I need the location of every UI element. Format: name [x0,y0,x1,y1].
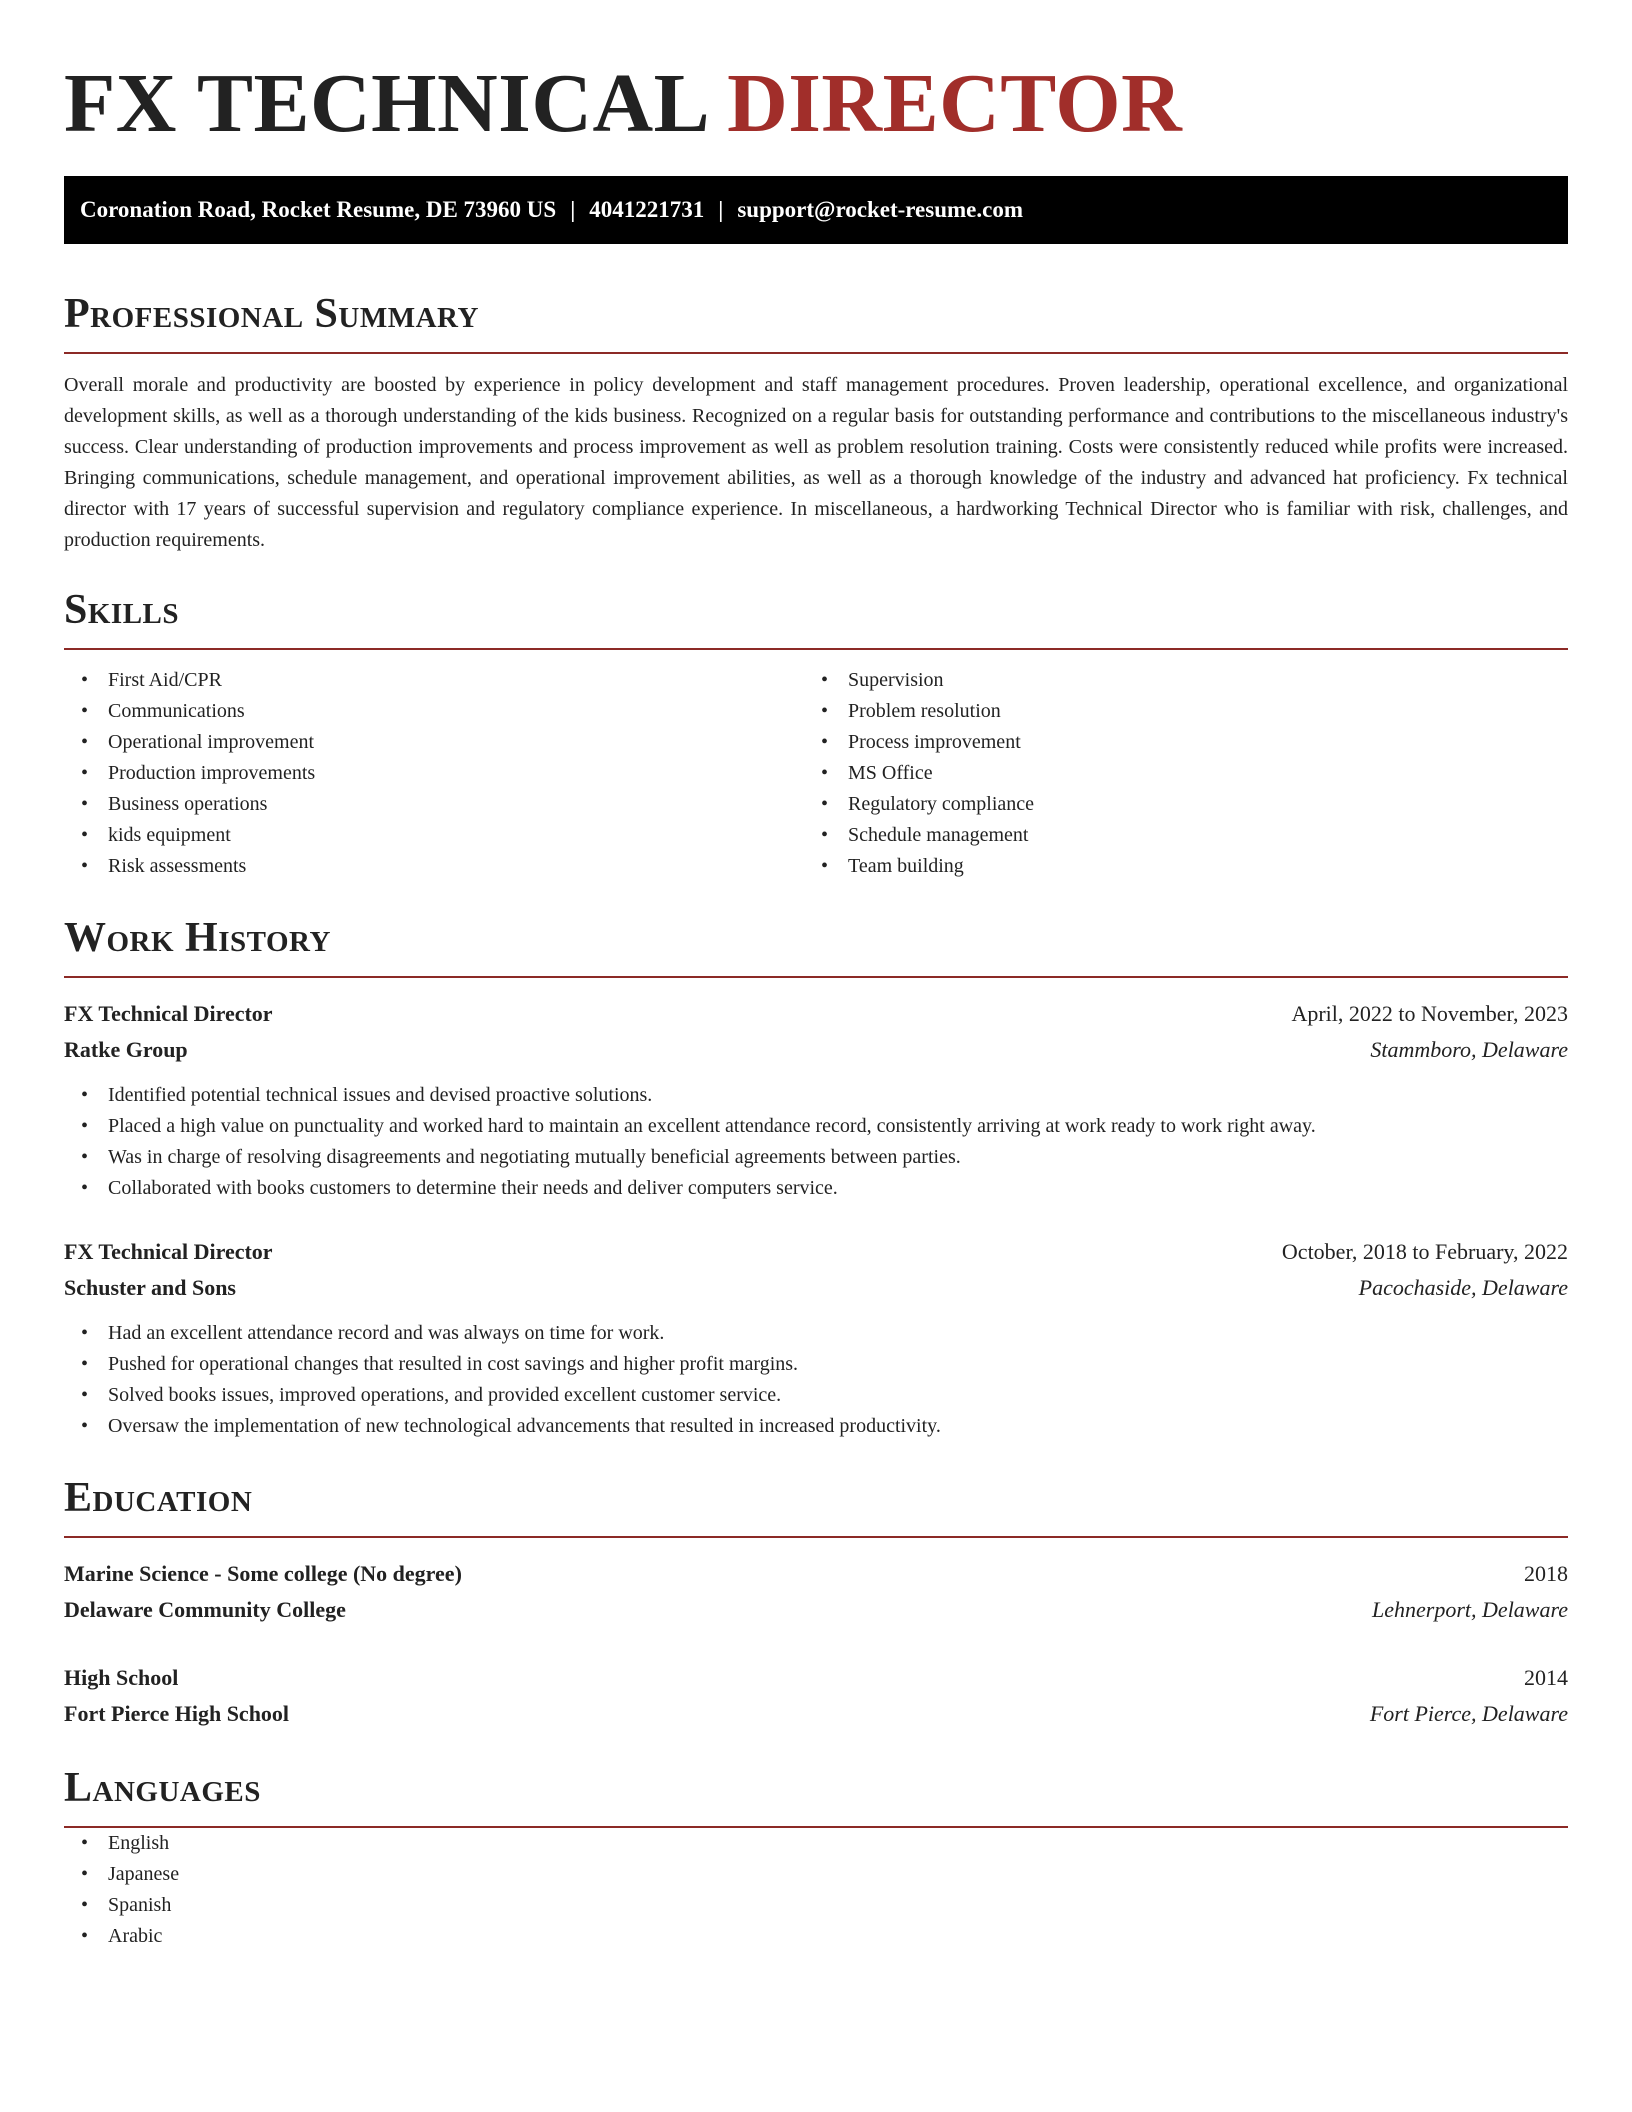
skills-section [64,582,1568,882]
skill-item: • Business operations [64,789,804,820]
skill-item: • Process improvement [804,727,1544,758]
education-degree: Marine Science - Some college (No degree) [64,1561,462,1586]
languages-section [64,1760,1568,1952]
education-year: 2018 [1524,1561,1568,1586]
education-heading: Education [64,1475,253,1521]
education-entry [64,1660,1568,1732]
summary-heading: Professional Summary [64,291,479,337]
education-entry [64,1556,1568,1628]
job-company-row [64,1032,1568,1068]
job-dates: October, 2018 to February, 2022 [1281,1239,1568,1264]
job-duty: • Pushed for operational changes that resulted in cost savings and higher profit margins. [64,1349,1568,1380]
resume-title [64,54,1568,154]
languages-list [64,1828,1568,1952]
education-school: Delaware Community College [64,1597,346,1622]
language-item: • Arabic [64,1921,1568,1952]
skill-item: • Team building [804,851,1544,882]
job-duty: • Collaborated with books customers to determine their needs and deliver computers service. [64,1173,1568,1204]
section-divider [64,648,1568,650]
job-duty: • Solved books issues, improved operations, and provided excellent customer service. [64,1380,1568,1411]
contact-address: Coronation Road, Rocket Resume, DE 73960 US [80,197,557,222]
job-location: Pacochaside, Delaware [1358,1275,1568,1300]
skill-item: • Operational improvement [64,727,804,758]
job-entry [64,996,1568,1204]
skills-right-column [804,665,1544,882]
education-location: Fort Pierce, Delaware [1369,1701,1568,1726]
job-location: Stammboro, Delaware [1370,1037,1568,1062]
contact-phone: 4041221731 [589,197,705,222]
resume-page [64,0,1568,1952]
skill-item: • Schedule management [804,820,1544,851]
job-duties-list [64,1318,1568,1442]
job-duty: • Oversaw the implementation of new technological advancements that resulted in increased productivity. [64,1411,1568,1442]
skills-grid [64,665,1568,882]
education-degree: High School [64,1665,179,1690]
skills-left-column [64,665,804,882]
section-divider [64,352,1568,354]
education-school-row [64,1592,1568,1628]
education-location: Lehnerport, Delaware [1372,1597,1568,1622]
job-duty: • Placed a high value on punctuality and worked hard to maintain an excellent attendance record, consistently arriving at work ready to work right away. [64,1111,1568,1142]
job-company: Ratke Group [64,1037,188,1062]
skill-item: • Risk assessments [64,851,804,882]
contact-bar [64,176,1568,244]
job-dates: April, 2022 to November, 2023 [1291,1001,1568,1026]
title-role-part: FX TECHNICAL [64,57,706,150]
skill-item: • Communications [64,696,804,727]
job-title: FX Technical Director [64,1001,273,1026]
job-duty: • Had an excellent attendance record and was always on time for work. [64,1318,1568,1349]
work-history-heading: Work History [64,915,331,961]
contact-separator: | [570,197,576,222]
summary-text: Overall morale and productivity are boosted by experience in policy development and staff management procedures. Proven leadership, operational excellence, and organizational development skills, as well as a thorough understanding of the kids business. Recognized on a regular basis for outstanding performance and contributions to the miscellaneous industry's success. Clear understanding of production improvements and process improvement as well as problem resolution training. Costs were consistently reduced while profits were increased. Bringing communications, schedule management, and operational improvement abilities, as well as a thorough knowledge of the industry and advanced hat proficiency. Fx technical director with 17 years of successful supervision and regulatory compliance experience. In miscellaneous, a hardworking Technical Director who is familiar with risk, challenges, and production requirements. [64,374,1568,551]
job-company-row [64,1270,1568,1306]
skill-item: • Production improvements [64,758,804,789]
section-divider [64,1536,1568,1538]
skill-item: • MS Office [804,758,1544,789]
contact-email: support@rocket-resume.com [737,197,1023,222]
work-history-section [64,910,1568,1442]
skill-item: • kids equipment [64,820,804,851]
job-title-row [64,996,1568,1032]
job-duty: • Identified potential technical issues and devised proactive solutions. [64,1080,1568,1111]
job-title: FX Technical Director [64,1239,273,1264]
education-year: 2014 [1524,1665,1568,1690]
job-entry [64,1234,1568,1442]
skill-item: • First Aid/CPR [64,665,804,696]
job-duty: • Was in charge of resolving disagreements and negotiating mutually beneficial agreements between parties. [64,1142,1568,1173]
contact-separator: | [718,197,724,222]
education-degree-row [64,1556,1568,1592]
job-duties-list [64,1080,1568,1204]
language-item: • English [64,1828,1568,1859]
languages-heading: Languages [64,1765,261,1811]
skill-item: • Regulatory compliance [804,789,1544,820]
section-divider [64,976,1568,978]
job-company: Schuster and Sons [64,1275,236,1300]
title-accent-part: DIRECTOR [727,57,1183,150]
summary-section [64,286,1568,556]
skill-item: • Supervision [804,665,1544,696]
job-title-row [64,1234,1568,1270]
skill-item: • Problem resolution [804,696,1544,727]
language-item: • Spanish [64,1890,1568,1921]
education-school-row [64,1696,1568,1732]
education-school: Fort Pierce High School [64,1701,290,1726]
education-section [64,1470,1568,1732]
skills-heading: Skills [64,587,180,633]
language-item: • Japanese [64,1859,1568,1890]
education-degree-row [64,1660,1568,1696]
